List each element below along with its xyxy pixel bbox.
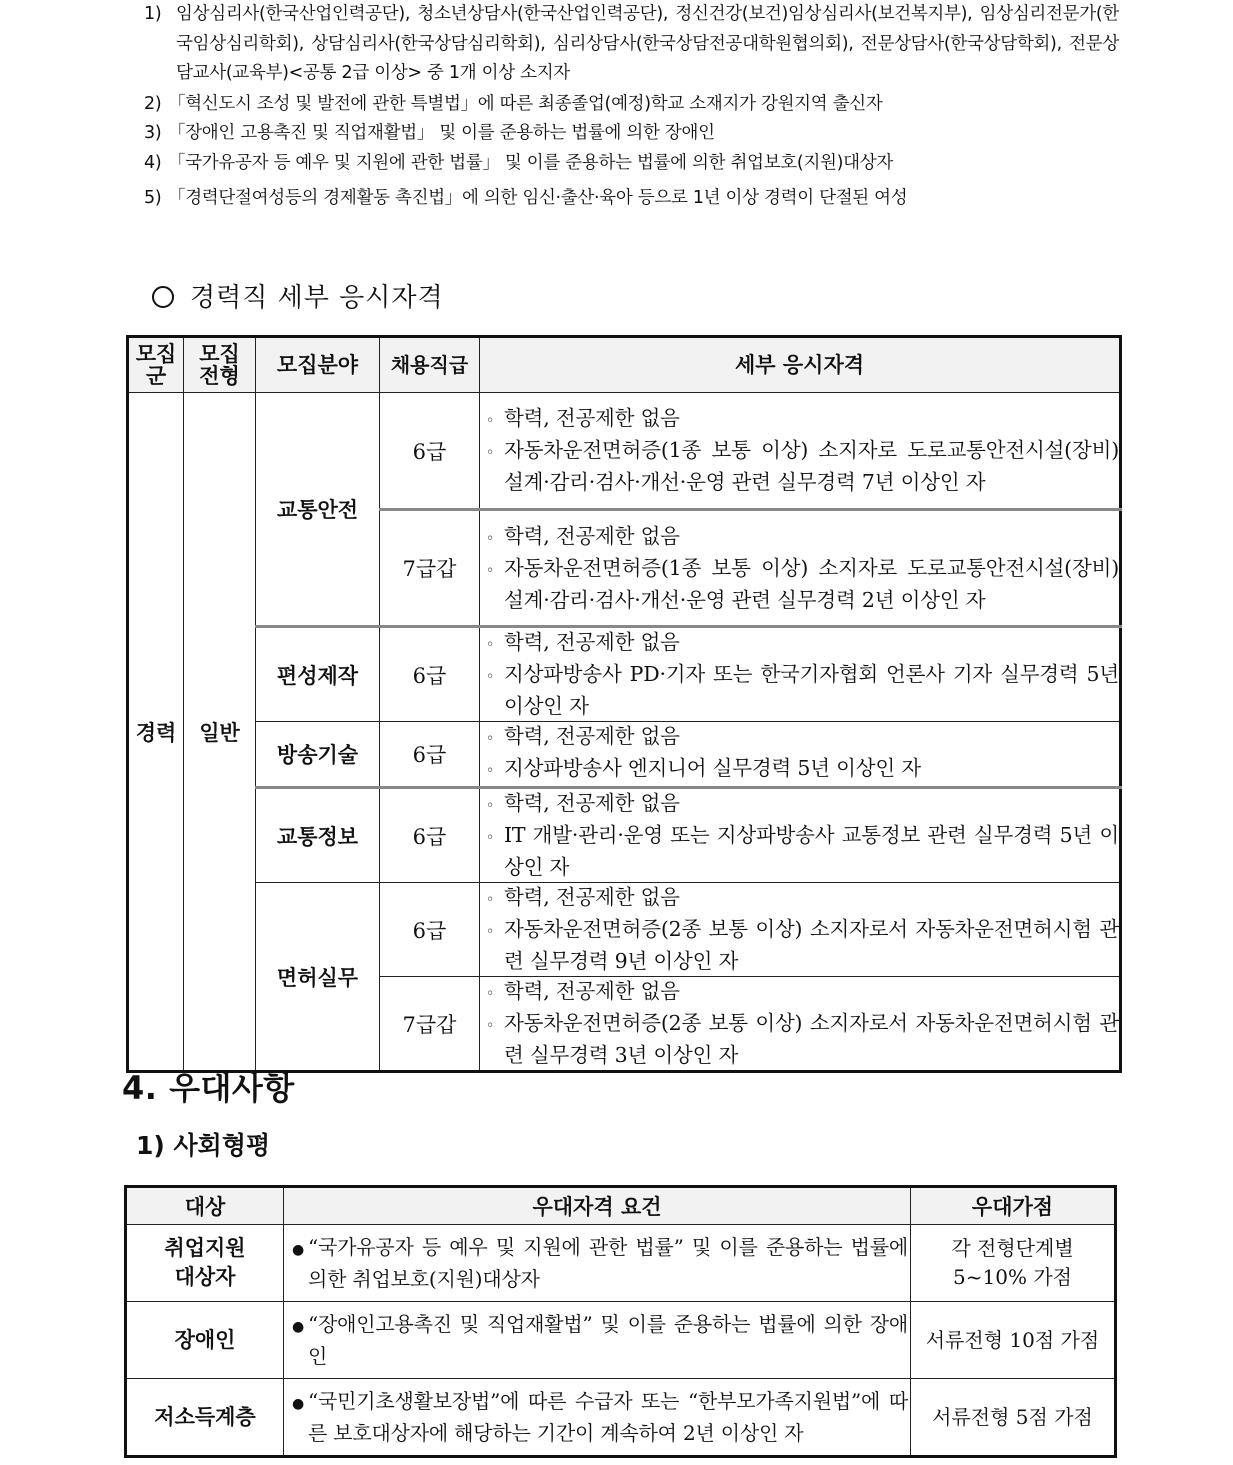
- table-header-row: [128, 337, 1121, 393]
- list-item: [144, 90, 1119, 120]
- group-cell: 경력: [128, 393, 184, 1072]
- detail-bullet: ◦ 자동차운전면허증(1종 보통 이상) 소지자로 도로교통안전시설(장비) 설계·감리·검사·개선·운영 관련 실무경력 7년 이상인 자: [486, 438, 1119, 494]
- header-target: 대상: [126, 1187, 284, 1225]
- detail-cell: [480, 883, 1121, 977]
- list-item: [144, 149, 1119, 179]
- detail-bullet: ◦ 학력, 전공제한 없음: [486, 724, 680, 748]
- table-row: [128, 393, 1121, 510]
- detail-bullet: ◦ 자동차운전면허증(2종 보통 이상) 소지자로서 자동차운전면허시험 관련 실무경력 3년 이상인 자: [486, 1011, 1119, 1067]
- detail-bullet: ◦ 자동차운전면허증(2종 보통 이상) 소지자로서 자동차운전면허시험 관련 실무경력 9년 이상인 자: [486, 917, 1119, 973]
- detail-cell: [480, 510, 1121, 627]
- grade-cell: 6급: [380, 883, 480, 977]
- bullet-icon: ●: [292, 1241, 305, 1258]
- requirement-cell: ● “국민기초생활보장법”에 따른 수급자 또는 “한부모가족지원법”에 따른 보호대상자에 해당하는 기간이 계속하여 2년 이상인 자: [284, 1379, 911, 1457]
- grade-cell: 7급갑: [380, 510, 480, 627]
- header-requirement: 우대자격 요건: [284, 1187, 911, 1225]
- requirement-cell: ● “국가유공자 등 예우 및 지원에 관한 법률” 및 이를 준용하는 법률에 의한 취업보호(지원)대상자: [284, 1225, 911, 1302]
- field-cell: 편성제작: [256, 627, 380, 722]
- detail-bullet: ◦ 학력, 전공제한 없음: [486, 885, 680, 909]
- list-item: [144, 184, 1119, 214]
- preference-table: [124, 1185, 1117, 1458]
- list-number: 3): [144, 123, 162, 143]
- detail-bullet: ◦ 지상파방송사 엔지니어 실무경력 5년 이상인 자: [486, 756, 921, 780]
- list-text: 「장애인 고용촉진 및 직업재활법」 및 이를 준용하는 법률에 의한 장애인: [168, 123, 715, 143]
- section-title: 4. 우대사항: [122, 1069, 295, 1107]
- grade-cell: 6급: [380, 627, 480, 722]
- list-number: 1): [144, 4, 162, 24]
- table-header-row: [126, 1187, 1116, 1225]
- table-row: [128, 627, 1121, 722]
- section-subtitle: 1) 사회형평: [136, 1131, 271, 1160]
- grade-cell: 7급갑: [380, 977, 480, 1072]
- list-item: [144, 0, 1119, 89]
- points-cell: 서류전형 5점 가점: [911, 1379, 1116, 1457]
- detail-bullet: ◦ 학력, 전공제한 없음: [486, 979, 680, 1003]
- table-row: [126, 1302, 1116, 1379]
- eligibility-list: [144, 0, 1119, 214]
- detail-bullet: ◦ IT 개발·관리·운영 또는 지상파방송사 교통정보 관련 실무경력 5년 이상인 자: [486, 823, 1119, 879]
- list-number: 5): [144, 188, 162, 208]
- grade-cell: 6급: [380, 722, 480, 788]
- bullet-icon: ●: [292, 1318, 305, 1335]
- requirement-cell: ● “장애인고용촉진 및 직업재활법” 및 이를 준용하는 법률에 의한 장애인: [284, 1302, 911, 1379]
- header-field: 모집분야: [256, 337, 380, 393]
- list-text: 「혁신도시 조성 및 발전에 관한 특별법」에 따른 최종졸업(예정)학교 소재지가 강원지역 출신자: [168, 93, 883, 114]
- grade-cell: 6급: [380, 393, 480, 510]
- list-text: 임상심리사(한국산업인력공단), 청소년상담사(한국산업인력공단), 정신건강(보건)임상심리사(보건복지부), 임상심리전문가(한국임상심리학회), 상담심리사(한국상담심리학회), 심리상담사(한국상담전공대학원협의회), 전문상담사(한국상담학회), 전문상담교사(교육부)<공통 2급 이상> 중 1개 이상 소지자: [176, 4, 1119, 83]
- detail-bullet: ◦ 학력, 전공제한 없음: [486, 791, 680, 815]
- detail-bullet: ◦ 학력, 전공제한 없음: [486, 630, 680, 654]
- target-cell: 취업지원 대상자: [126, 1225, 284, 1302]
- header-points: 우대가점: [911, 1187, 1116, 1225]
- table-row: [128, 788, 1121, 883]
- header-detail: 세부 응시자격: [480, 337, 1121, 393]
- career-section-title: 경력직 세부 응시자격: [190, 283, 444, 313]
- career-section-heading: [152, 277, 444, 314]
- points-cell: 각 전형단계별 5~10% 가점: [911, 1225, 1116, 1302]
- detail-cell: [480, 722, 1121, 788]
- type-cell: 일반: [184, 393, 256, 1072]
- bullet-icon: ●: [292, 1395, 305, 1412]
- grade-cell: 6급: [380, 788, 480, 883]
- table-row: [128, 883, 1121, 977]
- detail-cell: [480, 627, 1121, 722]
- detail-cell: [480, 393, 1121, 510]
- detail-bullet: ◦ 지상파방송사 PD·기자 또는 한국기자협회 언론사 기자 실무경력 5년 이상인 자: [486, 662, 1119, 718]
- list-number: 2): [144, 93, 162, 114]
- field-cell: 교통안전: [256, 393, 380, 627]
- list-text: 「국가유공자 등 예우 및 지원에 관한 법률」 및 이를 준용하는 법률에 의한 취업보호(지원)대상자: [168, 152, 893, 173]
- circle-bullet-icon: [152, 286, 174, 308]
- table-row: [128, 722, 1121, 788]
- header-group: 모집 군: [128, 337, 184, 393]
- field-cell: 교통정보: [256, 788, 380, 883]
- header-grade: 채용직급: [380, 337, 480, 393]
- detail-bullet: ◦ 자동차운전면허증(1종 보통 이상) 소지자로 도로교통안전시설(장비) 설계·감리·검사·개선·운영 관련 실무경력 2년 이상인 자: [486, 555, 1119, 612]
- detail-bullet: ◦ 학력, 전공제한 없음: [486, 406, 680, 430]
- field-cell: 방송기술: [256, 722, 380, 788]
- list-number: 4): [144, 152, 162, 173]
- table-row: [126, 1379, 1116, 1457]
- target-cell: 장애인: [126, 1302, 284, 1379]
- list-item: [144, 119, 1119, 149]
- career-eligibility-table: [126, 335, 1122, 1073]
- points-cell: 서류전형 10점 가점: [911, 1302, 1116, 1379]
- detail-bullet: ◦ 학력, 전공제한 없음: [486, 523, 680, 548]
- header-type: 모집 전형: [184, 337, 256, 393]
- field-cell: 면허실무: [256, 883, 380, 1072]
- detail-cell: [480, 788, 1121, 883]
- table-row: [126, 1225, 1116, 1302]
- list-text: 「경력단절여성등의 경제활동 촉진법」에 의한 임신·출산·육아 등으로 1년 이상 경력이 단절된 여성: [168, 188, 908, 208]
- detail-cell: [480, 977, 1121, 1072]
- target-cell: 저소득계층: [126, 1379, 284, 1457]
